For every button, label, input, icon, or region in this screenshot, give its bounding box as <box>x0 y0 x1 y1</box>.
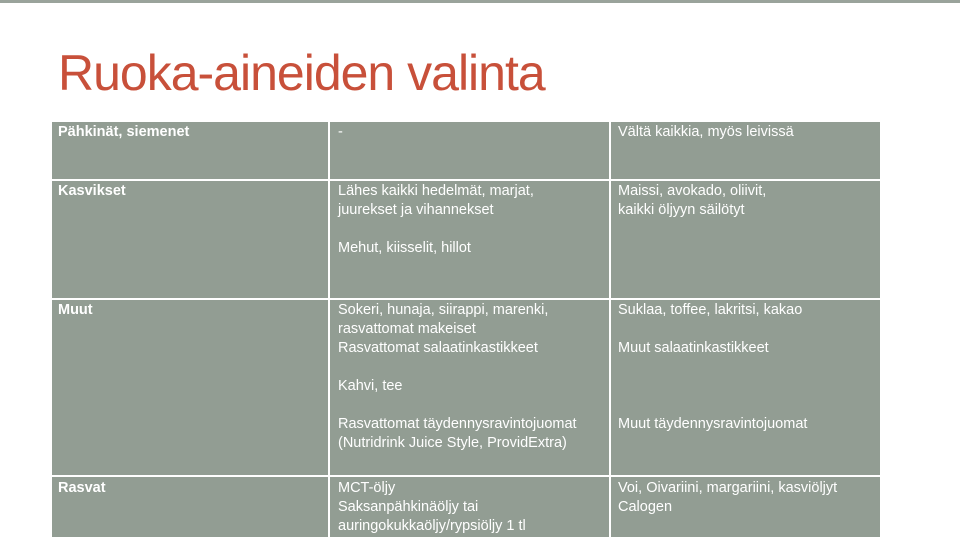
allowed-line: Sokeri, hunaja, siirappi, marenki, <box>338 302 549 318</box>
avoid-line: Maissi, avokado, oliivit, <box>618 183 767 199</box>
allowed-line: Mehut, kiisselit, hillot <box>338 240 471 256</box>
allowed-cell <box>329 180 610 299</box>
table-row <box>51 180 881 299</box>
spacer <box>618 396 874 415</box>
allowed-line: Rasvattomat täydennysravintojuomat <box>338 416 577 432</box>
avoid-cell <box>610 299 881 476</box>
allowed-cell <box>329 476 610 538</box>
spacer <box>618 358 874 377</box>
category-cell: Muut <box>51 299 329 476</box>
spacer <box>338 396 603 415</box>
allowed-cell <box>329 121 610 180</box>
avoid-line: kaikki öljyyn säilötyt <box>618 202 745 218</box>
table-row <box>51 476 881 538</box>
allowed-cell <box>329 299 610 476</box>
avoid-line: Muut täydennysravintojuomat <box>618 416 808 432</box>
allowed-line: auringokukkaöljy/rypsiöljy 1 tl <box>338 518 526 534</box>
avoid-line: Muut salaatinkastikkeet <box>618 340 769 356</box>
table-row <box>51 121 881 180</box>
slide-title: Ruoka-aineiden valinta <box>58 45 545 101</box>
category-cell: Kasvikset <box>51 180 329 299</box>
spacer <box>618 377 874 396</box>
allowed-line: Saksanpähkinäöljy tai <box>338 499 479 515</box>
avoid-line: Calogen <box>618 499 673 515</box>
spacer <box>338 220 603 239</box>
spacer <box>338 358 603 377</box>
food-selection-table <box>50 120 882 539</box>
avoid-line: Suklaa, toffee, lakritsi, kakao <box>618 302 803 318</box>
category-cell: Rasvat <box>51 476 329 538</box>
allowed-line: (Nutridrink Juice Style, ProvidExtra) <box>338 435 567 451</box>
avoid-line: Vältä kaikkia, myös leivissä <box>618 124 794 140</box>
allowed-line: juurekset ja vihannekset <box>338 202 494 218</box>
category-cell: Pähkinät, siemenet <box>51 121 329 180</box>
top-accent-bar <box>0 0 960 3</box>
avoid-cell <box>610 121 881 180</box>
allowed-line: Kahvi, tee <box>338 378 403 394</box>
avoid-cell <box>610 476 881 538</box>
allowed-line: Rasvattomat salaatinkastikkeet <box>338 340 538 356</box>
avoid-line: Voi, Oivariini, margariini, kasviöljyt <box>618 480 838 496</box>
allowed-line: Lähes kaikki hedelmät, marjat, <box>338 183 534 199</box>
avoid-cell <box>610 180 881 299</box>
spacer <box>618 320 874 339</box>
allowed-line: rasvattomat makeiset <box>338 321 476 337</box>
allowed-line: - <box>338 124 343 140</box>
table-row <box>51 299 881 476</box>
allowed-line: MCT-öljy <box>338 480 396 496</box>
